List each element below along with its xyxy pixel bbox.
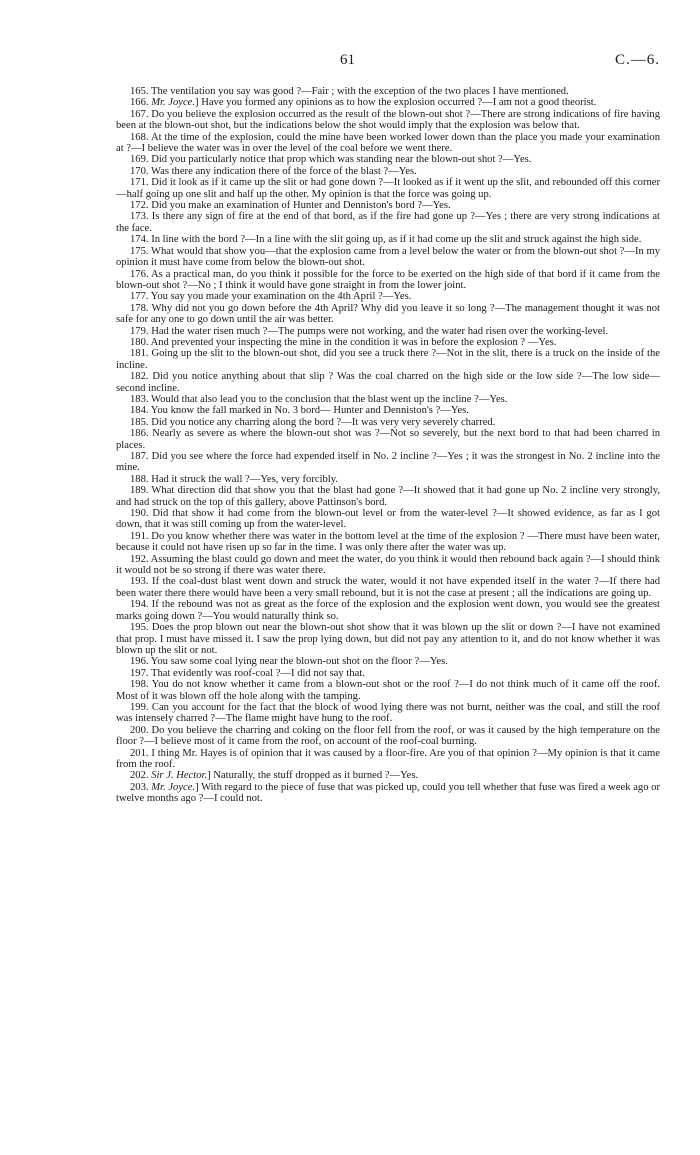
paragraph-text: 182. Did you notice anything about that slip ? Was the coal charred on the high side or the low side ?—The low side—second incline. xyxy=(116,371,660,394)
paragraph-text: ] Have you formed any opinions as to how the explosion occurred ?—I am not a good theorist. xyxy=(195,97,597,109)
paragraph-text: 177. You say you made your examination on the 4th April ?—Yes. xyxy=(130,291,412,303)
testimony-paragraph xyxy=(116,154,660,165)
testimony-paragraph xyxy=(116,166,660,177)
testimony-body xyxy=(116,86,660,805)
paragraph-text: ] With regard to the piece of fuse that was picked up, could you tell whether that fuse was fired a week ago or twelve months ago ?—I could not. xyxy=(116,781,661,805)
testimony-paragraph xyxy=(116,177,660,200)
testimony-paragraph xyxy=(116,132,660,155)
testimony-paragraph xyxy=(116,748,660,771)
paragraph-text: 192. Assuming the blast could go down and meet the water, do you think it would then rebound back again ?—I should think it would not be so strong if there was water there. xyxy=(116,553,660,577)
paragraph-text: 194. If the rebound was not as great as the force of the explosion and the explosion went down, you would see the greatest marks going down ?—You would naturally think so. xyxy=(116,599,660,622)
paragraph-text: 169. Did you particularly notice that prop which was standing near the blown-out shot ?—Yes. xyxy=(130,154,532,166)
testimony-paragraph xyxy=(116,417,660,428)
testimony-paragraph xyxy=(116,371,660,394)
testimony-paragraph xyxy=(116,770,660,781)
paragraph-text: 183. Would that also lead you to the conclusion that the blast went up the incline ?—Yes. xyxy=(130,393,508,405)
paragraph-text: 176. As a practical man, do you think it possible for the force to be exerted on the high side of that bord if it came from the blown-out shot ?—No ; I think it would have gone straight in from the lower joint. xyxy=(116,268,660,291)
paragraph-text: 168. At the time of the explosion, could the mine have been worked lower down than the place you made your examination at ?—I believe the water was in over the level of the coal before we went there. xyxy=(116,131,660,155)
testimony-paragraph xyxy=(116,246,660,269)
question-number: 203. xyxy=(130,781,152,793)
paragraph-text: 171. Did it look as if it came up the slit or had gone down ?—It looked as if it went up the slit, and rebounded off this corner—half going up one slit and half up the other. My opinion is that the force was going up. xyxy=(116,177,660,200)
testimony-paragraph xyxy=(116,599,660,622)
testimony-paragraph xyxy=(116,348,660,371)
paragraph-text: 184. You know the fall marked in No. 3 bord— Hunter and Denniston's ?—Yes. xyxy=(130,405,469,417)
testimony-paragraph xyxy=(116,531,660,554)
testimony-paragraph xyxy=(116,269,660,292)
paragraph-text: 193. If the coal-dust blast went down and struck the water, would it not have expended itself in the water ?—If there had been water there there would have been a very small rebound, but it is not the case at present ; all the indications are going up. xyxy=(116,576,660,599)
paragraph-text: 170. Was there any indication there of the force of the blast ?—Yes. xyxy=(130,165,417,177)
paragraph-text: 167. Do you believe the explosion occurred as the result of the blown-out shot ?—There are strong indications of fire having been at the blown-out shot, but the indications below the shot would imply that the explosion was below that. xyxy=(116,108,660,132)
question-number: 166. xyxy=(130,97,152,109)
paragraph-text: 175. What would that show you—that the explosion came from a level below the water or from the blown-out shot ?—In my opinion it must have come from below the blown-out shot. xyxy=(116,245,660,269)
testimony-paragraph xyxy=(116,109,660,132)
paragraph-text: 172. Did you make an examination of Hunter and Denniston's bord ?—Yes. xyxy=(130,200,451,212)
paragraph-text: 185. Did you notice any charring along the bord ?—It was very very severely charred. xyxy=(130,416,496,428)
testimony-paragraph xyxy=(116,508,660,531)
paragraph-text: 187. Did you see where the force had expended itself in No. 2 incline ?—Yes ; it was the strongest in No. 2 incline into the mine. xyxy=(116,451,660,474)
page-code: C.—6. xyxy=(614,52,660,68)
paragraph-text: 186. Nearly as severe as where the blown-out shot was ?—Not so severely, but the next bord to that had been charred in places. xyxy=(116,428,660,451)
speaker-name: Mr. Joyce. xyxy=(151,781,196,793)
testimony-paragraph xyxy=(116,668,660,679)
testimony-paragraph xyxy=(116,97,660,108)
testimony-paragraph xyxy=(116,291,660,302)
paragraph-text: 181. Going up the slit to the blown-out shot, did you see a truck there ?—Not in the slit, there is a truck on the inside of the incline. xyxy=(116,348,660,371)
paragraph-text: 200. Do you believe the charring and coking on the floor fell from the roof, or was it caused by the high temperature on the floor ?—I believe most of it came from the roof, on account of the roof-coal burning. xyxy=(116,724,660,748)
paragraph-text: 195. Does the prop blown out near the blown-out shot show that it was blown up the slit or down ?—I have not examined that prop. I must have missed it. I saw the prop lying down, but did not pay any attention to it, and do not know whether it was blown up the slit or not. xyxy=(116,622,660,656)
page-header xyxy=(116,52,660,72)
paragraph-text: 189. What direction did that show you that the blast had gone ?—It showed that it had gone up No. 2 incline very strongly, and had struck on the top of this gallery, above Pattinson's bord. xyxy=(116,485,660,508)
testimony-paragraph xyxy=(116,234,660,245)
testimony-paragraph xyxy=(116,211,660,234)
testimony-paragraph xyxy=(116,200,660,211)
testimony-paragraph xyxy=(116,656,660,667)
speaker-name: Sir J. Hector. xyxy=(151,770,208,782)
speaker-name: Mr. Joyce. xyxy=(151,97,196,109)
testimony-paragraph xyxy=(116,576,660,599)
testimony-paragraph xyxy=(116,554,660,577)
testimony-paragraph xyxy=(116,326,660,337)
paragraph-text: 190. Did that show it had come from the blown-out level or from the water-level ?—It showed evidence, as far as I got down, that it was still coming up from the water-level. xyxy=(116,508,660,531)
paragraph-text: ] Naturally, the stuff dropped as it burned ?—Yes. xyxy=(207,770,419,782)
paragraph-text: 178. Why did not you go down before the 4th April? Why did you leave it so long ?—The management thought it was not safe for any one to go down until the air was better. xyxy=(116,302,660,326)
paragraph-text: 201. I thing Mr. Hayes is of opinion that it was caused by a floor-fire. Are you of that opinion ?—My opinion is that it came from the roof. xyxy=(116,747,660,770)
paragraph-text: 180. And prevented your inspecting the mine in the condition it was in before the explosion ? —Yes. xyxy=(130,336,557,348)
paragraph-text: 173. Is there any sign of fire at the end of that bord, as if the fire had gone up ?—Yes ; there are very strong indications at the face. xyxy=(116,211,660,234)
paragraph-text: 188. Had it struck the wall ?—Yes, very forcibly. xyxy=(130,473,339,485)
testimony-paragraph xyxy=(116,485,660,508)
testimony-paragraph xyxy=(116,337,660,348)
question-number: 202. xyxy=(130,770,152,782)
testimony-paragraph xyxy=(116,428,660,451)
paragraph-text: 165. The ventilation you say was good ?—Fair ; with the exception of the two places I have mentioned. xyxy=(130,86,569,97)
testimony-paragraph xyxy=(116,394,660,405)
testimony-paragraph xyxy=(116,474,660,485)
testimony-paragraph xyxy=(116,405,660,416)
testimony-paragraph xyxy=(116,303,660,326)
paragraph-text: 191. Do you know whether there was water in the bottom level at the time of the explosion ? —There must have been water, because it could not have risen up so far in the time. I was only there after the water was up. xyxy=(116,530,660,554)
testimony-paragraph xyxy=(116,86,660,97)
testimony-paragraph xyxy=(116,622,660,656)
testimony-paragraph xyxy=(116,782,660,805)
page-number: 61 xyxy=(340,52,355,68)
paragraph-text: 198. You do not know whether it came from a blown-out shot or the roof ?—I do not think much of it came off the roof. Most of it was blown off the hole along with the tamping. xyxy=(116,679,660,702)
testimony-paragraph xyxy=(116,725,660,748)
testimony-paragraph xyxy=(116,702,660,725)
paragraph-text: 199. Can you account for the fact that the block of wood lying there was not burnt, neither was the coal, and still the roof was intensely charred ?—The flame might have hung to the roof. xyxy=(116,701,660,725)
testimony-paragraph xyxy=(116,451,660,474)
paragraph-text: 174. In line with the bord ?—In a line with the slit going up, as if it had come up the slit and struck against the high side. xyxy=(130,234,642,246)
paragraph-text: 179. Had the water risen much ?—The pumps were not working, and the water had risen over the working-level. xyxy=(130,325,609,337)
testimony-paragraph xyxy=(116,679,660,702)
paragraph-text: 197. That evidently was roof-coal ?—I did not say that. xyxy=(130,667,365,679)
paragraph-text: 196. You saw some coal lying near the blown-out shot on the floor ?—Yes. xyxy=(130,656,448,668)
